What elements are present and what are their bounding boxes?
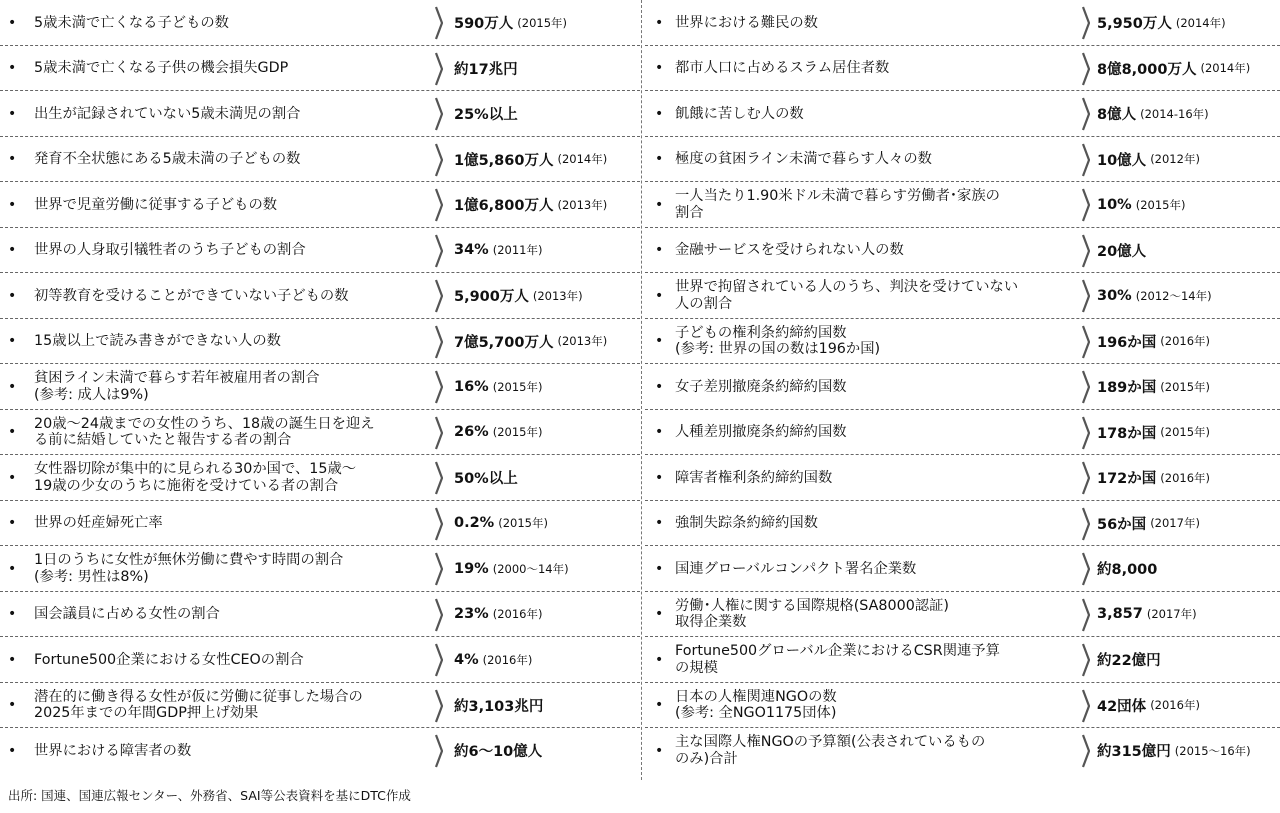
table-row xyxy=(645,46,1280,92)
chevron-separator-icon xyxy=(1082,507,1090,541)
stat-value: 172か国 xyxy=(1097,471,1157,488)
stat-note: (2014年) xyxy=(1200,61,1251,76)
chevron-separator-icon xyxy=(435,461,443,495)
stat-value-cell xyxy=(1097,455,1210,501)
stat-note: (2016年) xyxy=(482,652,533,667)
stat-label: 一人当たり1.90米ドル未満で暮らす労働者･家族の 割合 xyxy=(675,188,1000,221)
table-row xyxy=(0,273,640,319)
stat-value-cell xyxy=(454,137,607,183)
bullet-marker: • xyxy=(8,606,17,623)
stat-note: (2014-16年) xyxy=(1140,106,1209,121)
left-column xyxy=(0,0,640,774)
stat-value: 590万人 xyxy=(454,16,514,33)
table-row xyxy=(0,182,640,228)
bullet-marker: • xyxy=(655,651,664,668)
stat-note: (2016年) xyxy=(1160,470,1211,485)
stat-label: 国会議員に占める女性の割合 xyxy=(34,606,220,622)
stat-value: 189か国 xyxy=(1097,380,1157,397)
stat-note: (2013年) xyxy=(532,288,583,303)
stat-label: 5歳未満で亡くなる子供の機会損失GDP xyxy=(34,60,289,76)
stat-value-cell xyxy=(1097,182,1185,228)
chevron-separator-icon xyxy=(435,234,443,268)
chevron-separator-icon xyxy=(1082,370,1090,404)
stat-value: 1億5,860万人 xyxy=(454,152,554,169)
stat-value-cell xyxy=(1097,46,1250,92)
bullet-marker: • xyxy=(8,378,17,395)
chevron-separator-icon xyxy=(435,507,443,541)
table-row xyxy=(645,501,1280,547)
stat-note: (2017年) xyxy=(1146,607,1197,622)
stat-value-cell xyxy=(1097,501,1200,547)
stat-note: (2013年) xyxy=(557,197,608,212)
bullet-marker: • xyxy=(655,697,664,714)
bullet-marker: • xyxy=(655,151,664,168)
stat-value: 約22億円 xyxy=(1097,653,1161,670)
stat-value-cell xyxy=(1097,410,1210,456)
stat-value-cell xyxy=(1097,91,1209,137)
stat-value: 5,950万人 xyxy=(1097,16,1172,33)
stat-note: (2017年) xyxy=(1150,516,1200,531)
stat-value: 16% xyxy=(454,378,489,395)
table-row xyxy=(0,637,640,683)
stat-note: (2013年) xyxy=(557,334,608,349)
stat-label: 世界の人身取引犠牲者のうち子どもの割合 xyxy=(34,242,306,258)
chevron-separator-icon xyxy=(435,734,443,768)
chevron-separator-icon xyxy=(1082,461,1090,495)
stat-label: 主な国際人権NGOの予算額(公表されているもの のみ)合計 xyxy=(675,734,986,767)
stat-value: 3,857 xyxy=(1097,606,1143,623)
stat-value-cell xyxy=(454,455,522,501)
stat-label: 労働･人権に関する国際規格(SA8000認証) 取得企業数 xyxy=(675,597,949,631)
stat-label: 強制失踪条約締約国数 xyxy=(675,515,818,531)
stat-label: 都市人口に占めるスラム居住者数 xyxy=(675,60,890,76)
bullet-marker: • xyxy=(8,560,17,577)
stat-note: (2012〜14年) xyxy=(1135,288,1212,303)
stat-note: (2015年) xyxy=(517,15,568,30)
stat-value: 26% xyxy=(454,424,489,441)
stat-label: 出生が記録されていない5歳未満児の割合 xyxy=(34,105,301,122)
table-row xyxy=(645,455,1280,501)
stat-value-cell xyxy=(1097,0,1226,46)
stat-label: 貧困ライン未満で暮らす若年被雇用者の割合 (参考: 成人は9%) xyxy=(34,370,320,403)
stat-value-cell xyxy=(1097,228,1150,274)
chevron-separator-icon xyxy=(435,52,443,86)
stat-label: 5歳未満で亡くなる子どもの数 xyxy=(34,14,229,31)
stat-label: 20歳〜24歳までの女性のうち、18歳の誕生日を迎え る前に結婚していたと報告する者の割合 xyxy=(34,415,375,449)
stat-note: (2012年) xyxy=(1150,152,1200,167)
stat-note: (2015年) xyxy=(1135,197,1186,212)
table-row xyxy=(645,228,1280,274)
chevron-separator-icon xyxy=(435,188,443,222)
bullet-marker: • xyxy=(655,14,664,31)
table-row xyxy=(0,683,640,729)
right-column xyxy=(645,0,1280,774)
stat-label: Fortune500企業における女性CEOの割合 xyxy=(34,651,304,668)
table-row xyxy=(645,637,1280,683)
stat-value: 56か国 xyxy=(1097,516,1147,533)
stat-value-cell xyxy=(454,319,607,365)
bullet-marker: • xyxy=(655,105,664,122)
stat-value: 4% xyxy=(454,651,479,668)
stat-value: 約3,103兆円 xyxy=(454,698,544,715)
bullet-marker: • xyxy=(655,60,664,77)
stat-value-cell xyxy=(454,91,522,137)
stat-value-cell xyxy=(454,228,542,274)
stat-value-cell xyxy=(454,273,583,319)
stat-note: (2015年) xyxy=(498,516,548,531)
bullet-marker: • xyxy=(8,14,17,31)
stat-label: 世界における障害者の数 xyxy=(34,742,192,759)
chevron-separator-icon xyxy=(1082,643,1090,677)
stat-value-cell xyxy=(454,546,569,592)
stat-label: 日本の人権関連NGOの数 (参考: 全NGO1175団体) xyxy=(675,688,837,722)
stat-label: 発育不全状態にある5歳未満の子どもの数 xyxy=(34,151,301,167)
chevron-separator-icon xyxy=(1082,689,1090,723)
chevron-separator-icon xyxy=(435,416,443,450)
stat-note: (2014年) xyxy=(557,152,608,167)
stat-note: (2015〜16年) xyxy=(1174,743,1251,758)
table-row xyxy=(645,137,1280,183)
chevron-separator-icon xyxy=(1082,97,1090,131)
bullet-marker: • xyxy=(8,105,17,122)
table-row xyxy=(645,728,1280,774)
table-row xyxy=(0,137,640,183)
bullet-marker: • xyxy=(8,287,17,304)
bullet-marker: • xyxy=(655,560,664,577)
stat-value-cell xyxy=(1097,137,1200,183)
bullet-marker: • xyxy=(8,242,17,259)
chevron-separator-icon xyxy=(435,598,443,632)
chevron-separator-icon xyxy=(435,643,443,677)
table-row xyxy=(645,410,1280,456)
stat-value: 42団体 xyxy=(1097,698,1147,715)
stat-value: 34% xyxy=(454,242,489,259)
stat-value-cell xyxy=(1097,683,1200,729)
bullet-marker: • xyxy=(8,651,17,668)
stat-value: 8億人 xyxy=(1097,107,1137,124)
table-row xyxy=(0,410,640,456)
table-row xyxy=(0,592,640,638)
stat-note: (2016年) xyxy=(1160,334,1211,349)
bullet-marker: • xyxy=(655,196,664,213)
stat-value-cell xyxy=(454,501,548,547)
chevron-separator-icon xyxy=(435,370,443,404)
stat-value: 30% xyxy=(1097,287,1132,304)
chevron-separator-icon xyxy=(435,325,443,359)
stat-label: 潜在的に働き得る女性が仮に労働に従事した場合の 2025年までの年間GDP押上げ効果 xyxy=(34,688,363,722)
chevron-separator-icon xyxy=(435,689,443,723)
stat-label: 飢餓に苦しむ人の数 xyxy=(675,105,804,122)
table-row xyxy=(645,592,1280,638)
stat-note: (2016年) xyxy=(492,607,543,622)
stat-label: 人種差別撤廃条約締約国数 xyxy=(675,424,847,440)
stat-value: 約6〜10億人 xyxy=(454,744,543,761)
bullet-marker: • xyxy=(8,742,17,759)
stat-value: 約8,000 xyxy=(1097,562,1158,579)
stat-value-cell xyxy=(454,182,607,228)
chevron-separator-icon xyxy=(1082,325,1090,359)
bullet-marker: • xyxy=(655,469,664,486)
table-row xyxy=(645,546,1280,592)
stat-value-cell xyxy=(454,683,547,729)
stat-value-cell xyxy=(1097,637,1165,683)
stat-value-cell xyxy=(1097,273,1212,319)
chevron-separator-icon xyxy=(435,279,443,313)
stat-note: (2016年) xyxy=(1150,698,1200,713)
stat-value-cell xyxy=(454,728,546,774)
stat-label: 世界の妊産婦死亡率 xyxy=(34,515,163,531)
bullet-marker: • xyxy=(655,242,664,259)
stat-label: 国連グローバルコンパクト署名企業数 xyxy=(675,560,917,577)
stat-note: (2014年) xyxy=(1175,15,1226,30)
stat-value: 20億人 xyxy=(1097,243,1147,260)
stat-label: 極度の貧困ライン未満で暮らす人々の数 xyxy=(675,151,932,167)
stat-label: 女性器切除が集中的に見られる30か国で、15歳〜 19歳の少女のうちに施術を受けている者の割合 xyxy=(34,461,357,494)
chevron-separator-icon xyxy=(1082,234,1090,268)
bullet-marker: • xyxy=(655,515,664,532)
stat-value-cell xyxy=(1097,728,1251,774)
stat-note: (2015年) xyxy=(492,379,543,394)
stat-label: 15歳以上で読み書きができない人の数 xyxy=(34,333,281,349)
bullet-marker: • xyxy=(8,196,17,213)
bullet-marker: • xyxy=(8,151,17,168)
column-divider xyxy=(641,0,642,780)
stat-label: 1日のうちに女性が無休労働に費やす時間の割合 (参考: 男性は8%) xyxy=(34,552,344,585)
chevron-separator-icon xyxy=(1082,598,1090,632)
stat-label: 金融サービスを受けられない人の数 xyxy=(675,242,904,258)
stat-value: 25%以上 xyxy=(454,107,518,124)
table-row xyxy=(0,455,640,501)
bullet-marker: • xyxy=(655,424,664,441)
bullet-marker: • xyxy=(8,333,17,350)
bullet-marker: • xyxy=(655,742,664,759)
stat-note: (2015年) xyxy=(492,425,543,440)
table-row xyxy=(0,546,640,592)
table-row xyxy=(0,46,640,92)
stat-value-cell xyxy=(1097,319,1210,365)
chevron-separator-icon xyxy=(1082,6,1090,40)
chevron-separator-icon xyxy=(1082,552,1090,586)
stat-label: 初等教育を受けることができていない子どもの数 xyxy=(34,287,349,304)
bullet-marker: • xyxy=(8,60,17,77)
bullet-marker: • xyxy=(8,697,17,714)
stat-value: 196か国 xyxy=(1097,334,1157,351)
stat-value: 19% xyxy=(454,560,489,577)
table-row xyxy=(645,273,1280,319)
chevron-separator-icon xyxy=(1082,279,1090,313)
stat-label: 障害者権利条約締約国数 xyxy=(675,469,833,486)
chevron-separator-icon xyxy=(1082,734,1090,768)
stat-label: Fortune500グローバル企業におけるCSR関連予算 の規模 xyxy=(675,643,1000,676)
stat-value-cell xyxy=(454,637,532,683)
table-row xyxy=(645,683,1280,729)
bullet-marker: • xyxy=(655,378,664,395)
bullet-marker: • xyxy=(655,606,664,623)
stat-value: 5,900万人 xyxy=(454,289,529,306)
stat-label: 世界における難民の数 xyxy=(675,14,818,31)
table-row xyxy=(645,364,1280,410)
stat-note: (2015年) xyxy=(1160,379,1211,394)
stat-value-cell xyxy=(454,592,542,638)
bullet-marker: • xyxy=(8,424,17,441)
stat-value-cell xyxy=(454,46,522,92)
stat-value: 8億8,000万人 xyxy=(1097,61,1197,78)
stat-label: 世界で拘留されている人のうち、判決を受けていない 人の割合 xyxy=(675,279,1019,312)
table-row xyxy=(645,0,1280,46)
stat-value-cell xyxy=(1097,592,1197,638)
table-row xyxy=(0,0,640,46)
stat-value: 50%以上 xyxy=(454,471,518,488)
table-row xyxy=(0,319,640,365)
stat-note: (2000〜14年) xyxy=(492,561,569,576)
stat-value: 23% xyxy=(454,606,489,623)
bullet-marker: • xyxy=(8,469,17,486)
stat-note: (2011年) xyxy=(492,243,543,258)
table-row xyxy=(645,182,1280,228)
stat-value-cell xyxy=(454,410,542,456)
chevron-separator-icon xyxy=(435,143,443,177)
stat-value: 0.2% xyxy=(454,515,495,532)
chevron-separator-icon xyxy=(1082,143,1090,177)
stat-label: 世界で児童労働に従事する子どもの数 xyxy=(34,196,278,213)
stat-value: 約315億円 xyxy=(1097,744,1171,761)
table-row xyxy=(0,364,640,410)
chevron-separator-icon xyxy=(1082,52,1090,86)
table-row xyxy=(645,319,1280,365)
bullet-marker: • xyxy=(655,333,664,350)
stat-value: 約17兆円 xyxy=(454,61,518,78)
chevron-separator-icon xyxy=(1082,416,1090,450)
stat-value: 10億人 xyxy=(1097,152,1147,169)
stat-value-cell xyxy=(454,0,567,46)
chevron-separator-icon xyxy=(435,97,443,131)
stat-label: 女子差別撤廃条約締約国数 xyxy=(675,378,847,395)
stat-value: 1億6,800万人 xyxy=(454,198,554,215)
stat-value-cell xyxy=(454,364,542,410)
source-note: 出所: 国連、国連広報センター、外務省、SAI等公表資料を基にDTC作成 xyxy=(8,788,411,803)
table-row xyxy=(645,91,1280,137)
table-row xyxy=(0,728,640,774)
stat-value-cell xyxy=(1097,546,1161,592)
chevron-separator-icon xyxy=(435,6,443,40)
stat-value: 178か国 xyxy=(1097,425,1157,442)
table-row xyxy=(0,501,640,547)
bullet-marker: • xyxy=(8,515,17,532)
stat-note: (2015年) xyxy=(1160,425,1211,440)
table-row xyxy=(0,91,640,137)
stat-value: 10% xyxy=(1097,196,1132,213)
table-row xyxy=(0,228,640,274)
chevron-separator-icon xyxy=(1082,188,1090,222)
stat-value-cell xyxy=(1097,364,1210,410)
bullet-marker: • xyxy=(655,287,664,304)
stat-value: 7億5,700万人 xyxy=(454,334,554,351)
chevron-separator-icon xyxy=(435,552,443,586)
stat-label: 子どもの権利条約締約国数 (参考: 世界の国の数は196か国) xyxy=(675,324,881,358)
